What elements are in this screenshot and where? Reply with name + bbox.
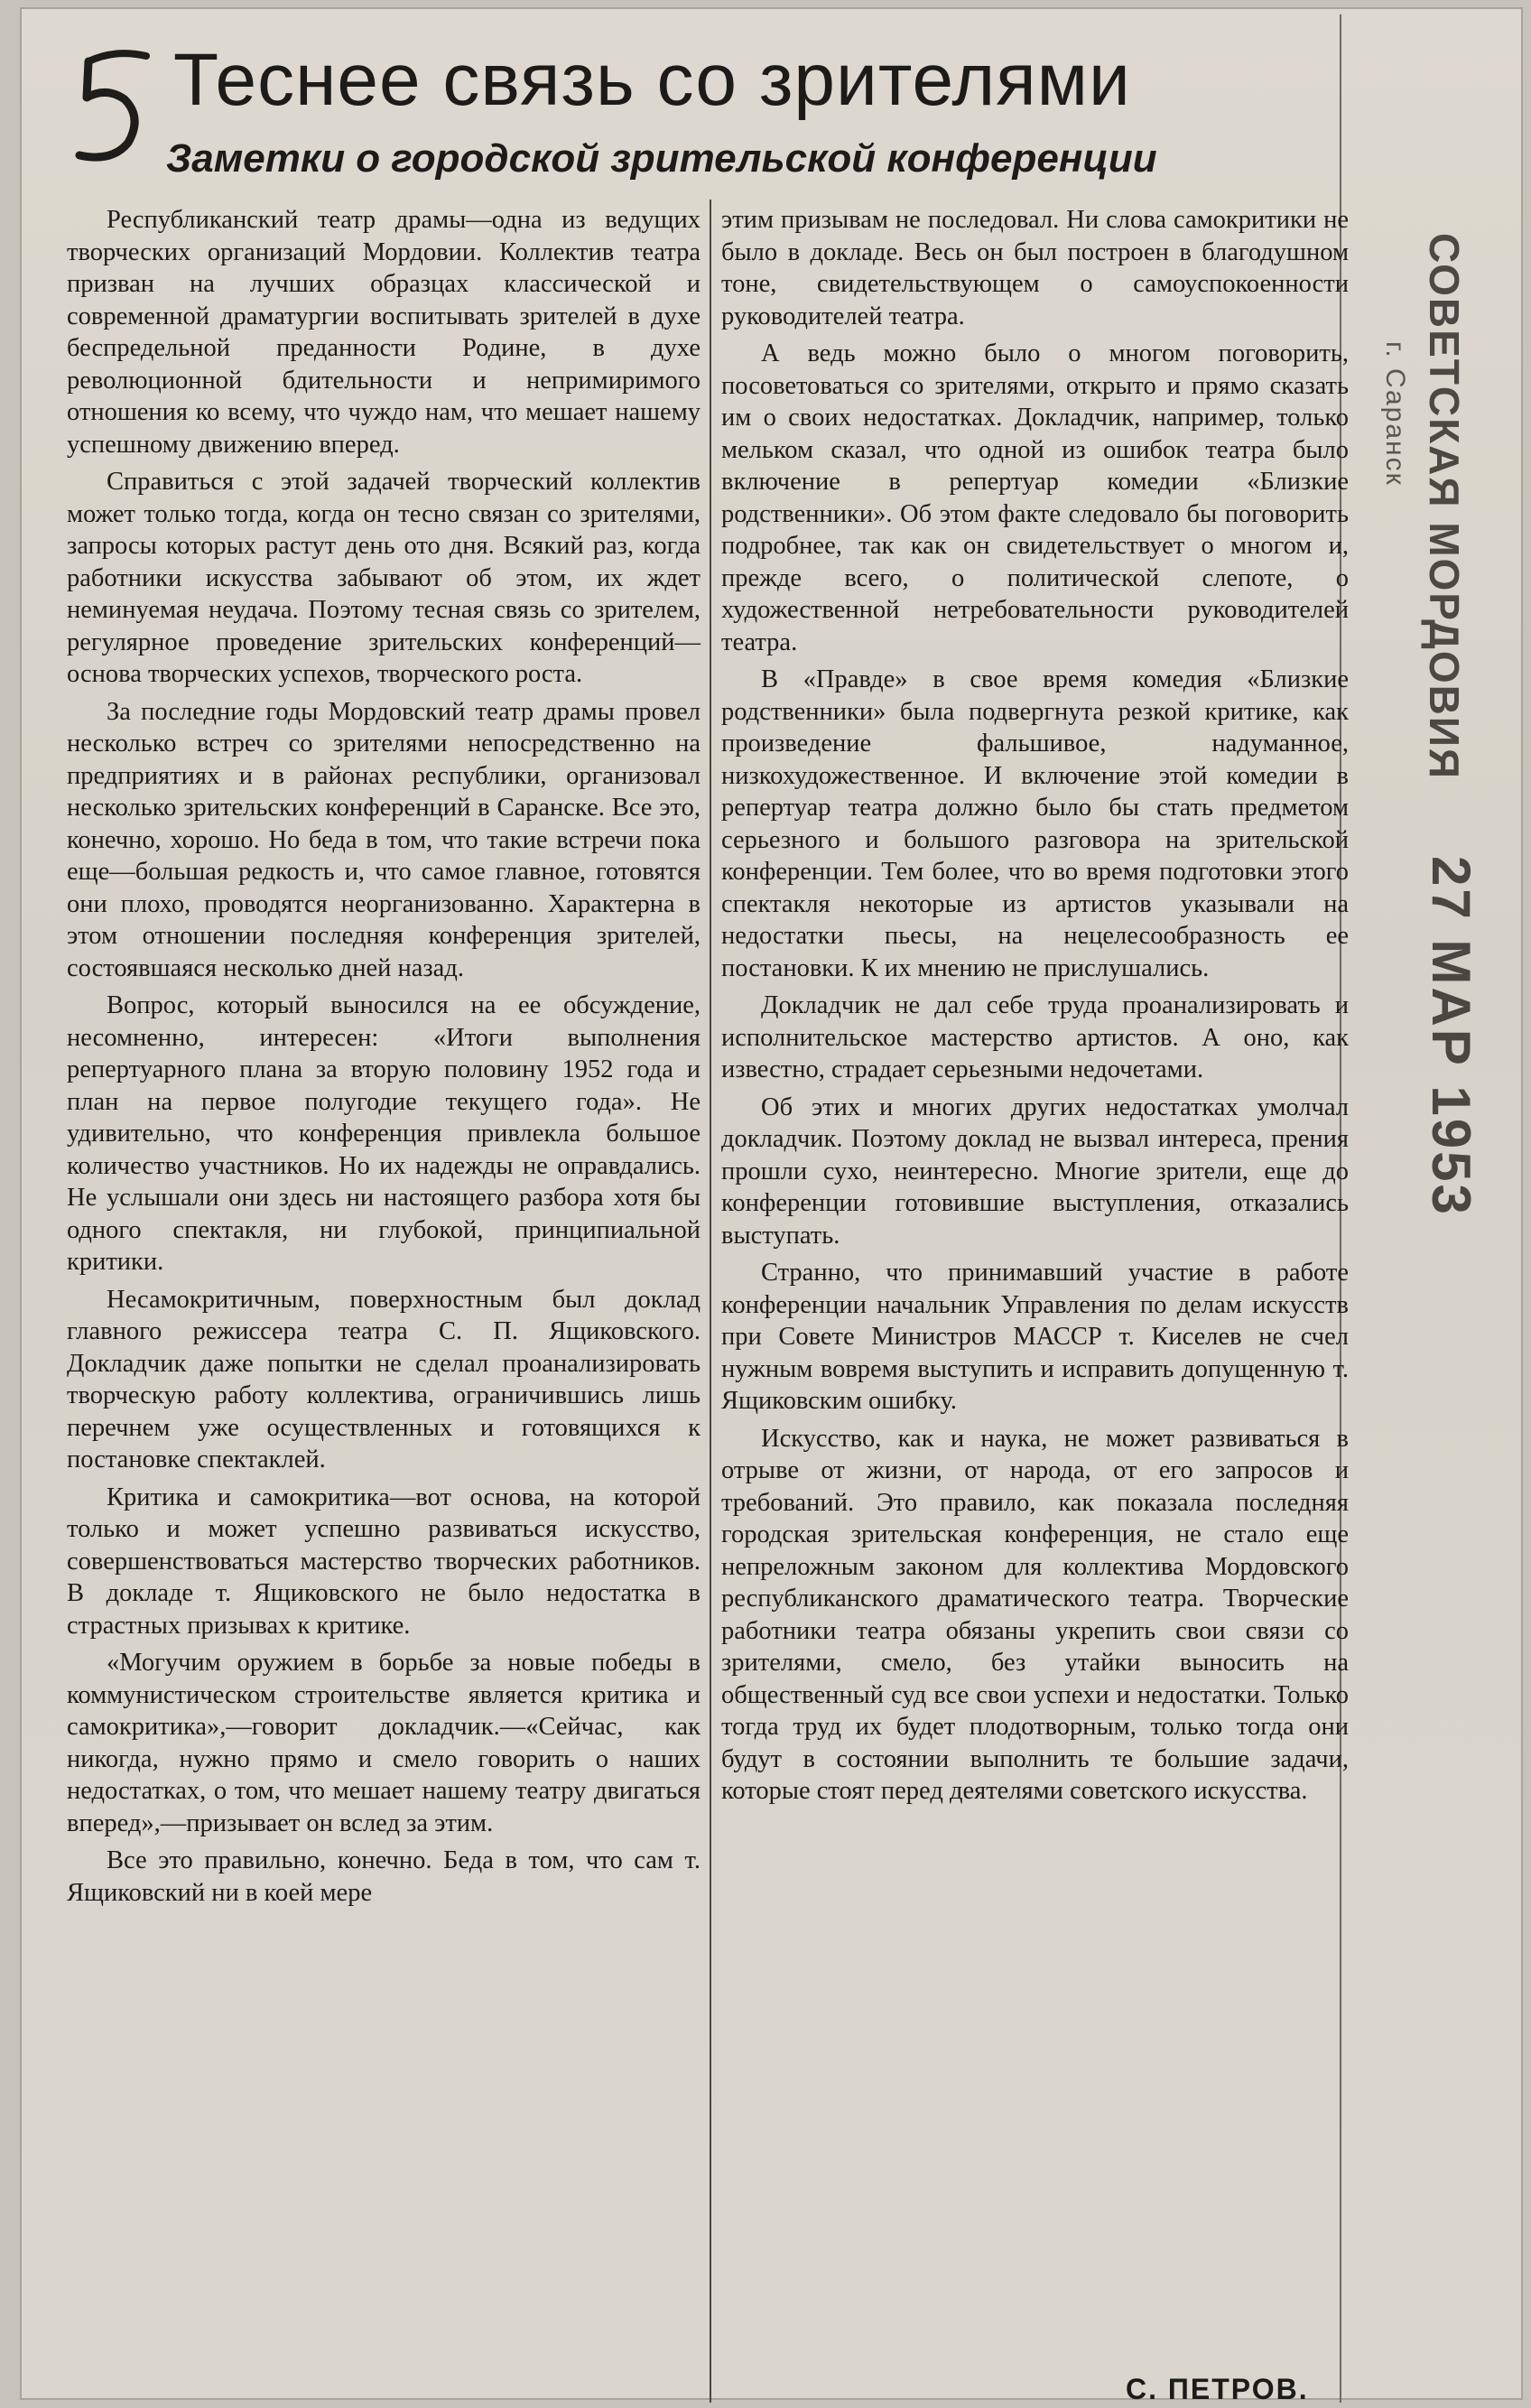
paragraph: Искусство, как и наука, не может развиваться в отрыве от жизни, от народа, от его запросов и требований. Это правило, как показала последняя городская зрительская конференция, не стало еще непреложным законом для коллектива Мордовского республиканского драматического театра. Творческие работники театра обязаны укрепить свои связи со зрителями, смело, без утайки выносить на общественный суд все свои успехи и недостатки. Только тогда труд их будет плодотворным, только тогда они будут в состоянии выполнить те большие задачи, которые стоят перед деятелями советского искусства. [721, 1424, 1349, 1805]
paragraph: За последние годы Мордовский театр драмы провел несколько встреч со зрителями непосредственно на предприятиях и в районах республики, организовал несколько зрительских конференций в Саранске. Все это, конечно, хорошо. Но беда в том, что такие встречи пока еще—большая редкость и, что самое главное, готовятся они плохо, проводятся неорганизованно. Характерна в этом отношении последняя конференция зрителей, состоявшаяся несколько дней назад. [67, 697, 701, 982]
paragraph: Справиться с этой задачей творческий коллектив может только тогда, когда он тесно связан со зрителями, запросы которых растут день ото дня. Всякий раз, когда работники искусства забывают об этом, их ждет неминуемая неудача. Поэтому тесная связь со зрителем, регулярное проведение зрительских конференций—основа творческих успехов, творческого роста. [67, 468, 701, 688]
newspaper-clipping [31, 14, 1349, 2405]
paragraph: Критика и самокритика—вот основа, на которой только и может успешно развиваться искусство, совершенствоваться мастерство творческих работников. В докладе т. Ящиковского не было недостатка в страстных призывах к критике. [67, 1483, 701, 1640]
paragraph: В «Правде» в свое время комедия «Близкие родственники» была подвергнута резкой критике, как произведение фальшивое, надуманное, низкохудожественное. И включение этой комедии в репертуар театра должно было бы стать предметом серьезного и большого разговора на зрительской конференции. Тем более, что во время подготовки этого спектакля некоторые из артистов указывали на недостатки пьесы, на нецелесообразность ее постановки. К их мнению не прислушались. [721, 665, 1349, 982]
stamp-newspaper-name: СОВЕТСКАЯ МОРДОВИЯ [1421, 233, 1468, 780]
stamp-date: 27 МАР 1953 [1421, 856, 1481, 1217]
paragraph: «Могучим оружием в борьбе за новые победы в коммунистическом строительстве является критика и самокритика»,—говорит докладчик.—«Сейчас, как никогда, нужно прямо и смело говорить о наших недостатках, о том, что мешает нашему театру двигаться вперед»,—призывает он вслед за этим. [67, 1649, 701, 1837]
left-column [67, 204, 701, 1914]
paragraph: Все это правильно, конечно. Беда в том, что сам т. Ящиковский ни в коей мере [67, 1846, 701, 1907]
article-headline: Теснее связь со зрителями [173, 39, 1131, 121]
paragraph: Вопрос, который выносился на ее обсуждение, несомненно, интересен: «Итоги выполнения репертуарного плана за вторую половину 1952 года и план на первое полугодие текущего года». Не удивительно, что конференция привлекла большое количество участников. Но их надежды не оправдались. Не услышали они здесь ни настоящего разбора хотя бы одного спектакля, ни глубокой, принципиальной критики. [67, 991, 701, 1276]
paragraph: Республиканский театр драмы—одна из ведущих творческих организаций Мордовии. Коллектив театра призван на лучших образцах классической и современной драматургии воспитывать зрителей в духе беспредельной преданности Родине, в духе революционной бдительности и непримиримого отношения ко всему, что чуждо нам, что мешает нашему успешному движению вперед. [67, 206, 701, 459]
column-divider [710, 200, 711, 2403]
paragraph: Несамокритичным, поверхностным был доклад главного режиссера театра С. П. Ящиковского. Докладчик даже попытки не сделал проанализировать творческую работу коллектива, ограничившись лишь перечнем уже осуществленных и готовящихся к постановке спектаклей. [67, 1285, 701, 1474]
right-column [721, 204, 1349, 1813]
paragraph: Странно, что принимавший участие в работе конференции начальник Управления по делам искусств при Совете Министров МАССР т. Киселев не счел нужным вовремя выступить и исправить допущенную т. Ящиковским ошибку. [721, 1259, 1349, 1415]
article-subheadline: Заметки о городской зрительской конференции [166, 136, 1157, 181]
clipping-sheet [20, 7, 1523, 2405]
paragraph: А ведь можно было о многом поговорить, посоветоваться со зрителями, открыто и прямо сказать им о своих недостатках. Докладчик, например, только мельком сказал, что одной из ошибок театра было включение в репертуар комедии «Близкие родственники». Об этом факте следовало бы поговорить подробнее, так как он свидетельствует о многом и, прежде всего, о политической слепоте, о художественной нетребовательности руководителей театра. [721, 339, 1349, 656]
paragraph: Об этих и многих других недостатках умолчал докладчик. Поэтому доклад не вызвал интереса, прения прошли сухо, неинтересно. Многие зрители, еще до конференции готовившие выступления, отказались выступать. [721, 1092, 1349, 1250]
stamp-city: г. Саранск [1380, 341, 1410, 487]
author-signature: С. ПЕТРОВ. [1126, 2373, 1309, 2405]
handwritten-number-mark [52, 43, 152, 170]
paragraph: Докладчик не дал себе труда проанализировать и исполнительское мастерство артистов. А оно, как известно, страдает серьезными недочетами. [721, 991, 1349, 1083]
paragraph: этим призывам не последовал. Ни слова самокритики не было в докладе. Весь он был построен в благодушном тоне, свидетельствующем о самоуспокоенности руководителей театра. [721, 206, 1349, 330]
